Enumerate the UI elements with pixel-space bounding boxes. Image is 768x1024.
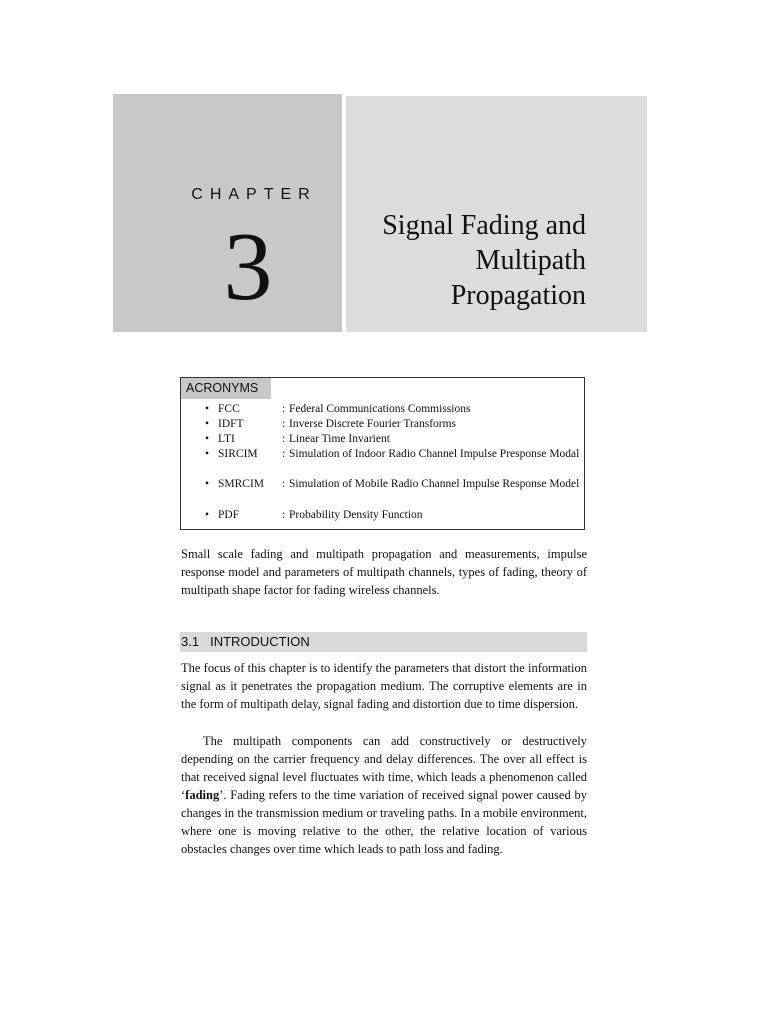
chapter-label: CHAPTER <box>191 186 317 203</box>
section-heading <box>181 633 310 651</box>
chapter-title <box>266 208 586 313</box>
acronyms-box <box>180 377 585 530</box>
acronym-definition: Federal Communications Commissions <box>289 403 471 415</box>
acronym-definition: Inverse Discrete Fourier Transforms <box>289 418 457 430</box>
bullet-icon: • <box>205 418 210 430</box>
acronym-abbr: LTI <box>218 433 235 445</box>
acronyms-header: ACRONYMS <box>181 378 271 399</box>
chapter-title-line: Signal Fading and <box>382 210 586 241</box>
section-number: 3.1 <box>181 634 200 649</box>
fading-term: fading <box>185 788 220 802</box>
intro-paragraph: The focus of this chapter is to identify the parameters that distort the information signal as it penetrates the propagation medium. The corruptive elements are in the form of multipath delay, signal fading and distortion due to time dispersion. <box>181 661 587 711</box>
acronym-definition: Linear Time Invarient <box>289 433 390 445</box>
multipath-paragraph <box>181 732 587 858</box>
acronym-definition: Simulation of Mobile Radio Channel Impulse Response Model <box>289 478 580 490</box>
bullet-icon: • <box>205 403 210 415</box>
bullet-icon: • <box>205 433 210 445</box>
acronym-colon: : <box>282 418 286 430</box>
acronym-abbr: FCC <box>218 403 240 415</box>
acronym-colon: : <box>282 478 286 490</box>
acronym-abbr: IDFT <box>218 418 244 430</box>
acronym-abbr: SMRCIM <box>218 478 265 490</box>
acronym-colon: : <box>282 433 286 445</box>
bullet-icon: • <box>205 509 210 521</box>
acronym-definition: Probability Density Function <box>289 509 423 521</box>
acronym-definition: Simulation of Indoor Radio Channel Impulse Presponse Modal <box>289 448 580 460</box>
acronym-abbr: SIRCIM <box>218 448 258 460</box>
chapter-number: 3 <box>223 213 273 321</box>
chapter-title-line: Multipath <box>475 245 586 276</box>
chapter-title-line: Propagation <box>450 280 586 311</box>
multipath-text-before: The multipath components can add constructively or destructively depending on the carrier frequency and delay differences. The over all effect is that received signal level fluctuates with time, which leads a phenomenon called ‘ <box>181 734 587 802</box>
section-title: INTRODUCTION <box>210 634 310 649</box>
acronym-colon: : <box>282 448 286 460</box>
multipath-text-after: ’. Fading refers to the time variation of received signal power caused by changes in the transmission medium or traveling paths. In a mobile environment, where one is moving relative to the other, the relative location of various obstacles changes over time which leads to path loss and fading. <box>181 788 587 856</box>
chapter-summary: Small scale fading and multipath propagation and measurements, impulse response model and parameters of multipath channels, types of fading, theory of multipath shape factor for fading wireless channels. <box>181 547 587 597</box>
acronym-abbr: PDF <box>218 509 240 521</box>
bullet-icon: • <box>205 448 210 460</box>
acronym-colon: : <box>282 403 286 415</box>
acronym-colon: : <box>282 509 286 521</box>
bullet-icon: • <box>205 478 210 490</box>
